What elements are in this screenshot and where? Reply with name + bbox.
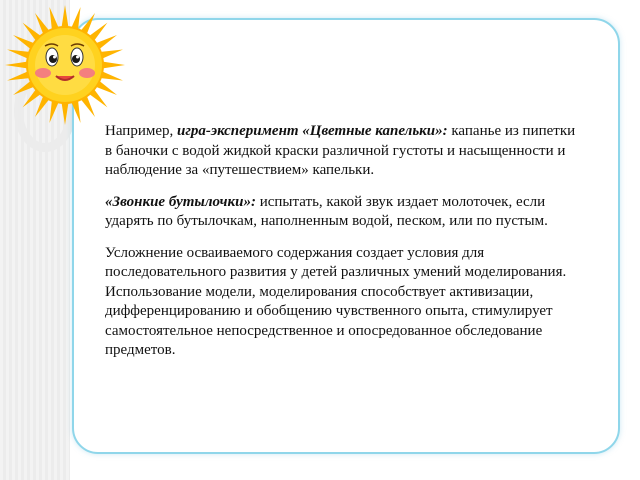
sun-ray	[7, 49, 29, 58]
sun-ray	[7, 71, 29, 80]
paragraph-1-emphasis: игра-эксперимент «Цветные капельки»:	[177, 123, 448, 139]
sun-ray	[62, 103, 69, 125]
smiling-sun-icon	[2, 2, 128, 128]
paragraph-3-body: Усложнение осваиваемого содержания создает условия для последовательного развития у детей различных умений моделирования. Использование модели, моделирования способствует активизации, дифференцированию и обобщению чувственного опыта, стимулирует самостоятельное непосредственное и опосредованное обследование предметов.	[105, 244, 567, 358]
paragraph-2	[105, 193, 585, 232]
paragraph-1-body: капанье из пипетки в баночки с водой жидкой краски различной густоты и насыщенности и наблюдение за «путешествием» капельки.	[105, 123, 576, 178]
paragraph-1-lead: Например,	[105, 123, 177, 139]
sun-ray	[71, 7, 80, 29]
paragraph-3	[105, 244, 585, 361]
sun-ray	[71, 101, 80, 123]
sun-ray	[101, 49, 123, 58]
sun-ray	[49, 7, 58, 29]
sun-ray	[103, 62, 125, 69]
sun-ray	[101, 71, 123, 80]
paragraph-1	[105, 122, 585, 181]
sun-ray	[49, 101, 58, 123]
text-content	[105, 122, 585, 373]
sun-ray	[62, 5, 69, 27]
paragraph-2-body: испытать, какой звук издает молоточек, если ударять по бутылочкам, наполненным водой, песком, или по пустым.	[105, 193, 548, 229]
sun-ray	[5, 62, 27, 69]
paragraph-2-emphasis: «Звонкие бутылочки»:	[105, 193, 256, 210]
